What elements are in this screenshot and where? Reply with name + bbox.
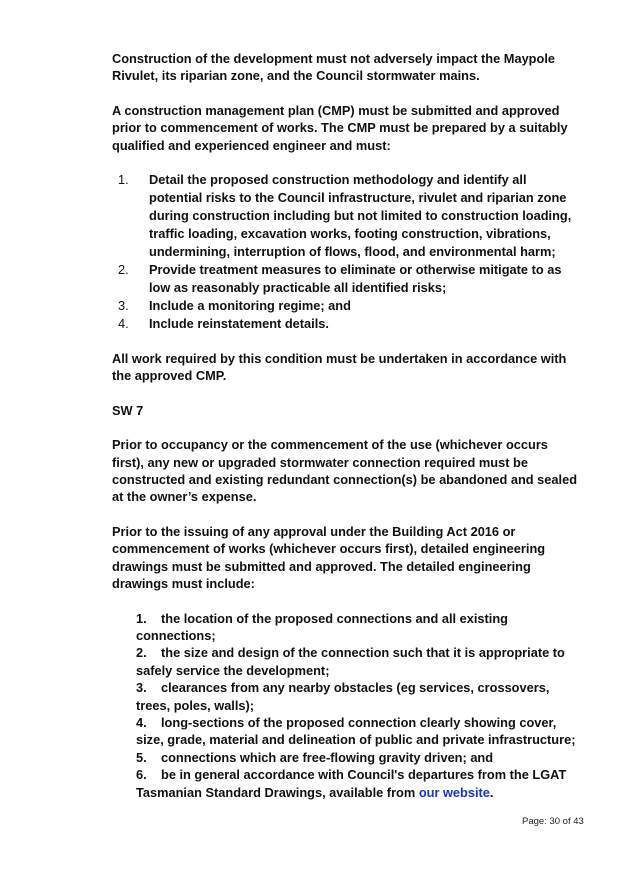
paragraph-cmp-compliance: All work required by this condition must be undertaken in accordance with the approved CMP.	[112, 351, 567, 384]
list-item	[136, 610, 582, 645]
list-number: 3.	[118, 298, 129, 314]
list-item	[136, 766, 582, 801]
list-number: 1.	[118, 172, 129, 188]
list-text: Include reinstatement details.	[149, 316, 329, 332]
list-text: Include a monitoring regime; and	[149, 298, 351, 314]
list-item	[136, 749, 582, 766]
list-item	[112, 297, 582, 315]
list-text: connections which are free-flowing gravity driven; and	[161, 749, 494, 765]
document-body	[112, 50, 582, 801]
list-item	[112, 315, 582, 333]
list-number: 6.	[136, 767, 147, 783]
list-item	[112, 171, 582, 261]
page-number: Page: 30 of 43	[522, 816, 584, 827]
list-item	[136, 679, 582, 714]
list-number: 2.	[136, 645, 147, 661]
list-text-end: .	[489, 784, 494, 800]
list-text: Provide treatment measures to eliminate or otherwise mitigate to as low as reasonably practicable all identified risks;	[149, 262, 562, 296]
list-number: 3.	[136, 680, 147, 696]
list-text: long-sections of the proposed connection clearly showing cover, size, grade, material and delineation of public and private infrastructure;	[136, 714, 576, 748]
list-text: the location of the proposed connections and all existing connections;	[136, 610, 508, 643]
list-number: 5.	[136, 749, 147, 765]
website-link[interactable]: our website	[418, 784, 490, 800]
list-item	[136, 644, 582, 679]
list-text: clearances from any nearby obstacles (eg services, crossovers, trees, poles, walls);	[136, 680, 550, 713]
paragraph-construction-impact: Construction of the development must not adversely impact the Maypole Rivulet, its riparian zone, and the Council stormwater mains.	[112, 51, 555, 84]
list-item	[136, 714, 582, 749]
paragraph-engineering-drawings: Prior to the issuing of any approval under the Building Act 2016 or commencement of works (whichever occurs first), detailed engineering drawings must be submitted and approved. The detailed engineering drawings must include:	[112, 523, 546, 592]
paragraph-cmp-requirement: A construction management plan (CMP) must be submitted and approved prior to commencement of works. The CMP must be prepared by a suitably qualified and experienced engineer and must:	[112, 102, 568, 153]
list-text: Detail the proposed construction methodology and identify all potential risks to the Council infrastructure, rivulet and riparian zone during construction including but not limited to construction loading, traffic loading, excavation works, footing construction, vibrations, undermining, interruption of flows, flood, and environmental harm;	[149, 172, 572, 260]
paragraph-stormwater-connection: Prior to occupancy or the commencement of the use (whichever occurs first), any new or upgraded stormwater connection required must be constructed and existing redundant connection(s) be abandoned and sealed at the owner’s expense.	[112, 437, 578, 505]
drawing-requirements-list	[112, 610, 582, 801]
list-number: 4.	[118, 316, 129, 332]
list-number: 1.	[136, 610, 147, 626]
list-number: 2.	[118, 262, 129, 278]
list-text: be in general accordance with Council's departures from the LGAT Tasmanian Standard Drawings, available from	[136, 767, 567, 800]
section-heading: SW 7	[112, 402, 144, 418]
cmp-requirements-list	[112, 171, 582, 333]
list-number: 4.	[136, 714, 147, 730]
list-item	[112, 261, 582, 297]
list-text: the size and design of the connection such that it is appropriate to safely service the development;	[136, 645, 565, 678]
